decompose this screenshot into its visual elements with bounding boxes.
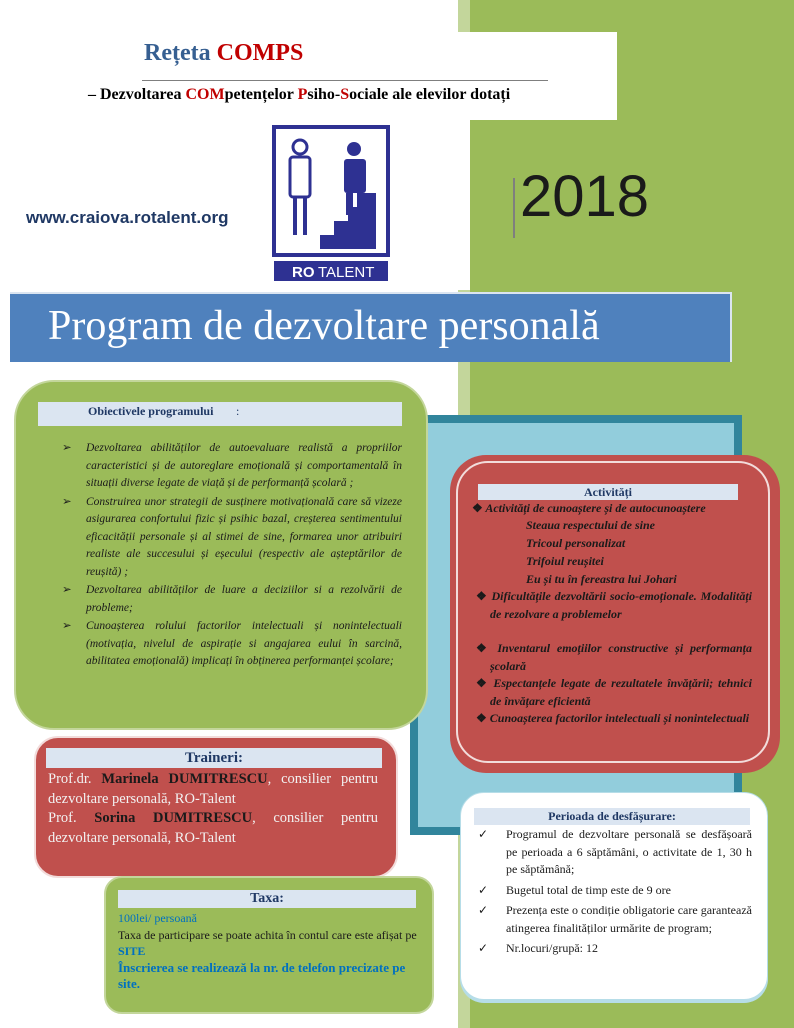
activity-item [476, 675, 752, 710]
tax-register-text: Înscrierea se realizează la nr. de telefon precizate [118, 959, 393, 975]
subtitle-t1: – Dezvoltarea [88, 86, 186, 103]
period-text: Bugetul total de timp este de 9 ore [506, 882, 671, 897]
tax-text [118, 910, 418, 993]
activity-text: Cunoașterea factorilor intelectuali și nonintelectuali [489, 711, 750, 725]
objective-text: Dezvoltarea abilităților de luare a deciziilor si a rezolvării de probleme; [86, 584, 402, 614]
activity-sub-item: Steaua respectului de sine [526, 518, 656, 532]
period-text: Nr.locuri/grupă: 12 [506, 941, 598, 955]
tax-site-link[interactable]: SITE [118, 944, 146, 958]
header-title-part1: Rețeta [144, 40, 217, 66]
program-title: Program de dezvoltare personală [48, 303, 600, 349]
header-title [144, 40, 303, 67]
trainers-text [48, 770, 378, 848]
subtitle-t3: petențelor [224, 86, 298, 103]
objective-item [62, 582, 402, 617]
rotalent-logo-icon [272, 125, 390, 283]
objective-item [62, 618, 402, 671]
header-rule [142, 80, 548, 81]
objectives-heading-colon: : [236, 404, 240, 418]
check-icon: ✓ [478, 827, 489, 841]
objective-item [62, 440, 402, 493]
check-icon: ✓ [478, 941, 489, 955]
year-divider [513, 178, 515, 238]
trainer-2-prefix: Prof. [48, 810, 95, 826]
diamond-bullet-icon: ❖ [476, 711, 487, 725]
trainer-1-suffix: , consilier pentru dezvoltare personală, RO-Talent [48, 771, 378, 807]
subtitle-t4: P [297, 86, 308, 103]
tax-info [118, 927, 418, 960]
header-subtitle [88, 86, 510, 104]
objective-text: Dezvoltarea abilităților de autoevaluare realistă a propriilor caracteristici și de autoreglare emoțională și comportamentală în situații diverse legate de viață și de performanță școlară ; [86, 442, 402, 489]
check-icon: ✓ [478, 903, 489, 917]
subtitle-t2: COM [185, 86, 225, 103]
activity-text: Dificultățile dezvoltării socio-emoționale. Modalități de rezolvare a problemelor [490, 589, 753, 621]
objectives-list [62, 440, 402, 672]
trainer-2-name: Sorina DUMITRESCU [94, 810, 253, 826]
objectives-heading: Obiectivele programului [88, 404, 214, 418]
subtitle-t6: S [340, 86, 350, 103]
tax-heading: Taxa: [250, 891, 284, 906]
trainers-heading: Traineri: [184, 750, 244, 766]
diamond-bullet-icon: ❖ [472, 501, 483, 515]
activity-sub-item: Trifoiul reușitei [526, 554, 604, 568]
diamond-bullet-icon: ❖ [476, 589, 488, 603]
activity-item [476, 640, 752, 675]
logo-text-ro: RO [292, 264, 315, 281]
header-background [0, 32, 617, 120]
period-item [478, 826, 752, 879]
objective-item [62, 494, 402, 582]
check-icon: ✓ [478, 882, 489, 897]
tax-info-text: Taxa de participare se poate achita în contul care este afișat pe [118, 927, 417, 942]
tax-register-site: pe site. [118, 959, 406, 991]
trainer-2 [48, 809, 378, 848]
activities-heading: Activități [584, 485, 632, 499]
arrow-bullet-icon: ➢ [62, 620, 72, 632]
period-text: Prezența este o condiție obligatorie care garantează atingerea finalităților urmărite de program; [506, 903, 752, 935]
year: 2018 [520, 164, 650, 229]
period-item [478, 940, 752, 958]
arrow-bullet-icon: ➢ [62, 442, 72, 454]
trainer-2-suffix: , consilier pentru dezvoltare personală, RO-Talent [48, 810, 378, 846]
diamond-bullet-icon: ❖ [476, 676, 489, 690]
arrow-bullet-icon: ➢ [62, 495, 72, 508]
period-item [478, 882, 752, 900]
subtitle-t5: siho- [307, 86, 341, 103]
tax-price: 100lei/ persoană [118, 911, 197, 925]
activity-sub-item: Tricoul personalizat [526, 536, 626, 550]
period-item [478, 902, 752, 937]
diamond-bullet-icon: ❖ [476, 641, 491, 655]
trainer-1 [48, 770, 378, 809]
activity-text: Activități de cunoaștere și de autocunoaștere [485, 501, 706, 515]
trainer-1-prefix: Prof.dr. [48, 771, 102, 787]
logo-text-talent: TALENT [318, 264, 375, 281]
period-text: Programul de dezvoltare personală se desfășoară pe perioada a 6 săptămâni, o activitate de 1, 30 h pe săptămână; [506, 827, 752, 876]
subtitle-t7: ociale ale elevilor dotați [349, 86, 511, 103]
logo-background [0, 120, 470, 290]
tax-register [118, 960, 418, 993]
activity-text: Espectanțele legate de rezultatele învățării; tehnici de învățare eficientă [490, 676, 753, 708]
website-link[interactable]: www.craiova.rotalent.org [26, 208, 229, 227]
arrow-bullet-icon: ➢ [62, 584, 72, 596]
objective-text: Cunoașterea rolului factorilor intelectuali și nonintelectuali (motivația, nivelul de aspirație si angajarea eului în sarcină, abilitatea emoțională) implicați în obținerea performanței școlare; [86, 620, 402, 667]
activity-item [472, 500, 706, 518]
activity-item [476, 710, 752, 728]
trainer-1-name: Marinela DUMITRESCU [101, 771, 268, 787]
activity-text: Inventarul emoțiilor constructive și performanța școlară [490, 641, 752, 673]
header-title-comps: COMPS [216, 40, 304, 66]
period-list [478, 826, 752, 961]
period-heading: Perioada de desfășurare: [548, 809, 676, 823]
activity-sub-item: Eu și tu în fereastra lui Johari [526, 572, 677, 586]
activity-item [476, 588, 752, 623]
objective-text: Construirea unor strategii de susținere motivațională care să vizeze asigurarea confortului fizic și psihic bazal, creșterea sentimentului eficacității personale și al stimei de sine, formarea unor atribuiri realiste ale succesului și eșecului (respectiv ale așteptărilor de reușită) ; [86, 495, 402, 578]
